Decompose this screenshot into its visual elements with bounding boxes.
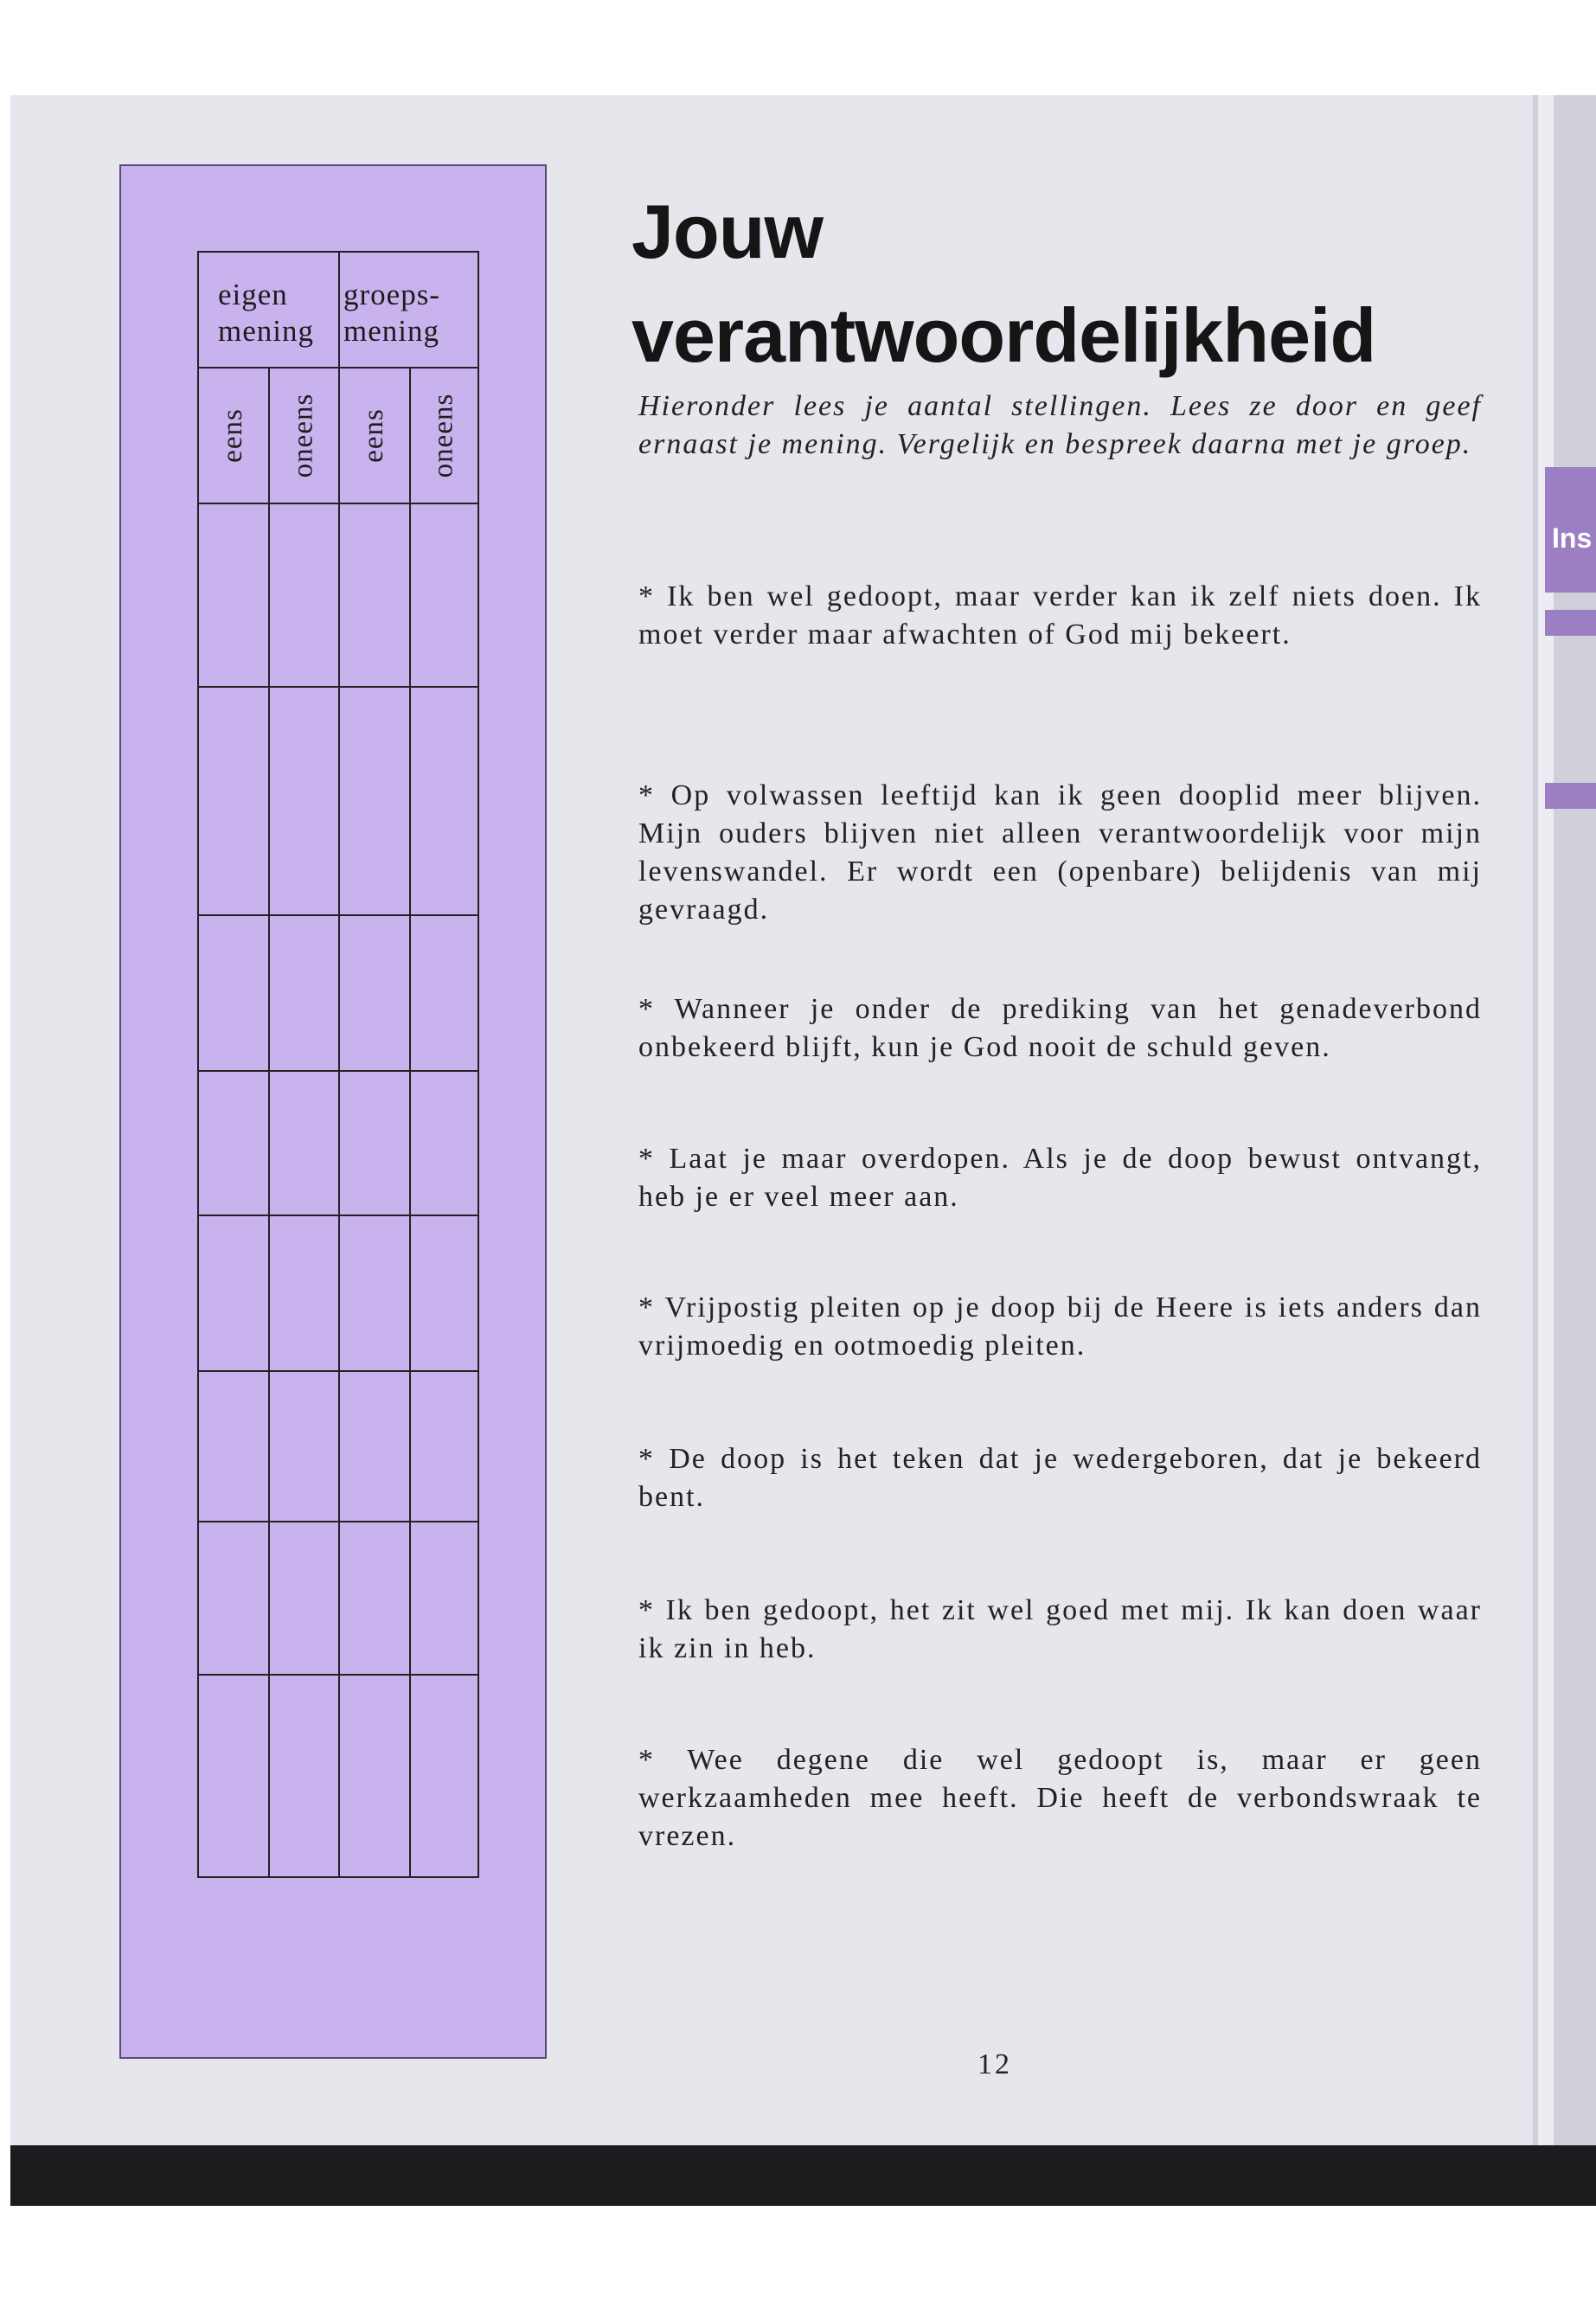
answer-cell-agree[interactable] — [338, 1072, 409, 1215]
answer-row — [197, 1216, 479, 1372]
answer-cell-agree[interactable] — [338, 916, 409, 1070]
grid-subheader-row — [197, 367, 479, 504]
subheader-cell — [409, 369, 480, 503]
answer-row — [197, 916, 479, 1072]
statement: * Op volwassen leeftijd kan ik geen dooplid meer blijven. Mijn ouders blijven niet alleen verantwoordelijk voor mijn levenswandel. Er wordt een (openbare) belijdenis van mij gevraagd. — [638, 779, 1482, 926]
header-line: mening — [343, 314, 439, 348]
title-line: verantwoordelijkheid — [631, 292, 1376, 378]
answer-cell-agree[interactable] — [197, 1216, 268, 1370]
subheader-cell — [197, 369, 268, 503]
answer-cell-disagree[interactable] — [268, 1522, 339, 1674]
answer-cell-disagree[interactable] — [409, 504, 480, 686]
opinion-grid — [197, 251, 479, 1878]
answer-cell-agree[interactable] — [338, 1522, 409, 1674]
answer-cell-agree[interactable] — [338, 1216, 409, 1370]
answer-cell-agree[interactable] — [338, 1676, 409, 1876]
header-own-opinion — [197, 253, 338, 367]
answer-cell-disagree[interactable] — [268, 1072, 339, 1215]
answer-row — [197, 504, 479, 688]
statement: * Wanneer je onder de prediking van het genadeverbond onbekeerd blijft, kun je God nooit de schuld geven. — [638, 993, 1482, 1063]
page-gutter — [1538, 95, 1554, 2206]
answer-cell-agree[interactable] — [197, 916, 268, 1070]
answer-cell-disagree[interactable] — [268, 1372, 339, 1521]
answer-cell-disagree[interactable] — [268, 916, 339, 1070]
answer-cell-agree[interactable] — [338, 504, 409, 686]
statement: * Vrijpostig pleiten op je doop bij de Heere is iets anders dan vrijmoedig en ootmoedig pleiten. — [638, 1292, 1482, 1362]
subheader-agree: eens — [358, 408, 390, 463]
subheader-cell — [268, 369, 339, 503]
intro-text: Hieronder lees je aantal stellingen. Lees ze door en geef ernaast je mening. Vergelijk en bespreek daarna met je groep. — [638, 390, 1482, 460]
grid-body — [197, 504, 479, 1878]
answer-cell-disagree[interactable] — [409, 1216, 480, 1370]
title-line: Jouw — [631, 189, 823, 274]
answer-cell-disagree[interactable] — [268, 1216, 339, 1370]
statement: * Laat je maar overdopen. Als je de doop bewust ontvangt, heb je er veel meer aan. — [638, 1143, 1482, 1213]
statement: * Ik ben wel gedoopt, maar verder kan ik zelf niets doen. Ik moet verder maar afwachten of God mij bekeert. — [638, 580, 1482, 651]
answer-cell-disagree[interactable] — [409, 916, 480, 1070]
statement: * Wee degene die wel gedoopt is, maar er geen werkzaamheden mee heeft. Die heeft de verbondswraak te vrezen. — [638, 1744, 1482, 1852]
answer-cell-agree[interactable] — [197, 1522, 268, 1674]
page-number: 12 — [977, 2048, 1012, 2080]
answer-cell-disagree[interactable] — [268, 1676, 339, 1876]
answer-row — [197, 1522, 479, 1676]
answer-cell-agree[interactable] — [197, 688, 268, 914]
answer-row — [197, 1676, 479, 1878]
answer-cell-agree[interactable] — [197, 1676, 268, 1876]
edge-accent-bar — [1545, 783, 1596, 809]
answer-row — [197, 1372, 479, 1522]
page-title — [631, 180, 1375, 388]
subheader-disagree: oneens — [427, 393, 459, 478]
answer-cell-disagree[interactable] — [409, 1072, 480, 1215]
answer-cell-disagree[interactable] — [409, 1372, 480, 1521]
subheader-agree: eens — [217, 408, 249, 463]
grid-header-row — [197, 251, 479, 367]
subheader-disagree: oneens — [287, 393, 319, 478]
answer-cell-agree[interactable] — [197, 504, 268, 686]
answer-cell-agree[interactable] — [197, 1072, 268, 1215]
header-line: groeps- — [343, 278, 440, 311]
opinion-panel — [119, 164, 547, 2059]
header-line: mening — [218, 314, 314, 348]
subheader-cell — [338, 369, 409, 503]
answer-cell-agree[interactable] — [197, 1372, 268, 1521]
header-line: eigen — [218, 278, 288, 311]
answer-cell-agree[interactable] — [338, 688, 409, 914]
answer-cell-disagree[interactable] — [409, 1676, 480, 1876]
bottom-binding-band — [10, 2145, 1596, 2206]
answer-row — [197, 1072, 479, 1216]
answer-row — [197, 688, 479, 916]
answer-cell-disagree[interactable] — [268, 688, 339, 914]
answer-cell-disagree[interactable] — [409, 1522, 480, 1674]
statement: * Ik ben gedoopt, het zit wel goed met mij. Ik kan doen waar ik zin in heb. — [638, 1594, 1482, 1664]
statement: * De doop is het teken dat je wedergeboren, dat je bekeerd bent. — [638, 1443, 1482, 1513]
section-edge-tab: Ins — [1545, 484, 1596, 593]
answer-cell-agree[interactable] — [338, 1372, 409, 1521]
answer-cell-disagree[interactable] — [268, 504, 339, 686]
answer-cell-disagree[interactable] — [409, 688, 480, 914]
header-group-opinion — [338, 253, 479, 367]
edge-accent-bar — [1545, 610, 1596, 636]
